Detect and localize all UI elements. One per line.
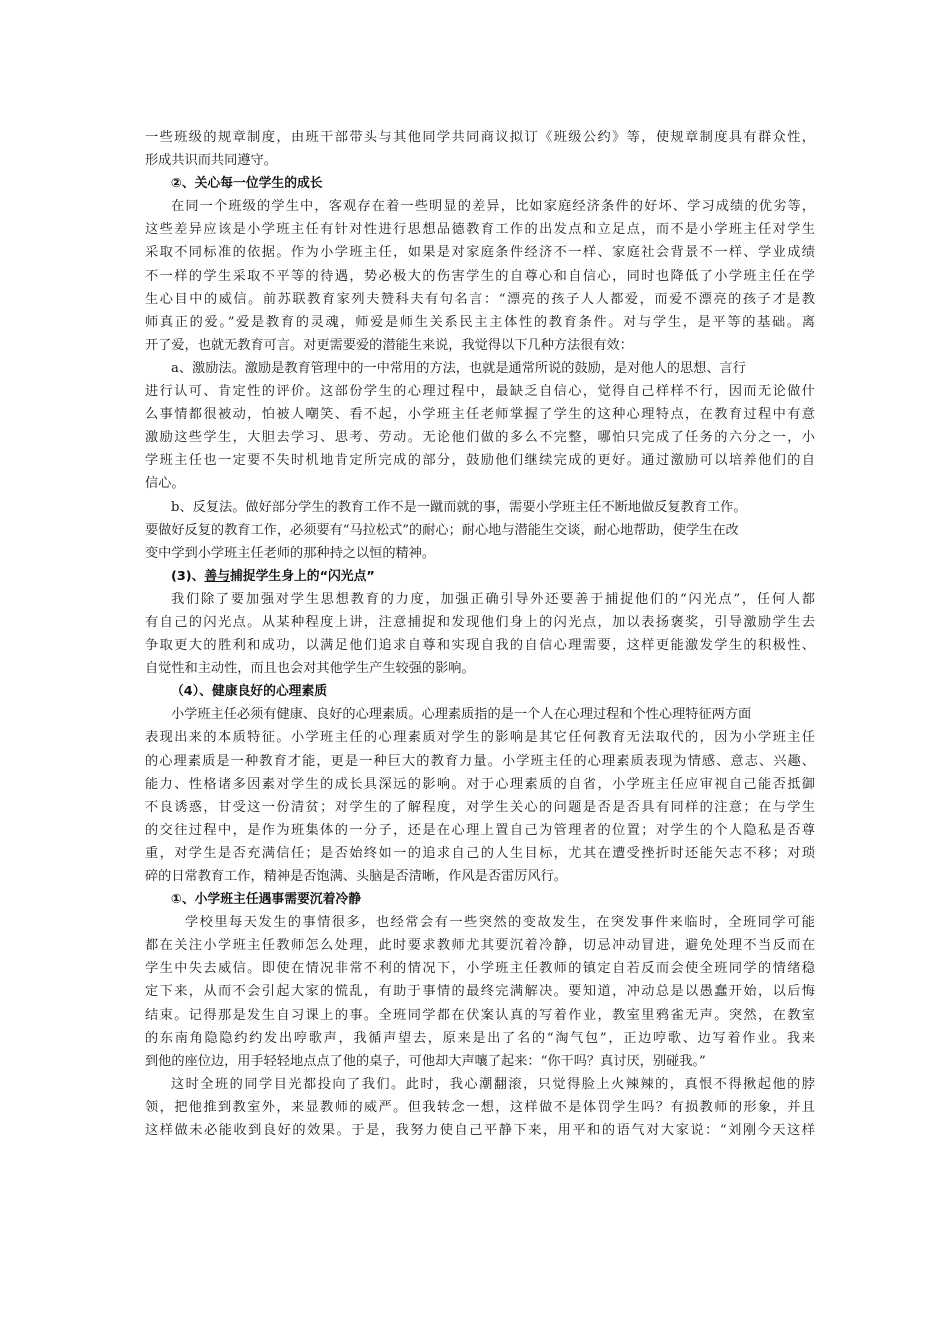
paragraph-line: 我们除了要加强对学生思想教育的力度，加强正确引导外还要善于捕捉他们的“闪光点”，任何人都 (171, 591, 815, 607)
paragraph-line: 信心。 (145, 476, 185, 492)
heading-underlined-text: 善与 (204, 568, 230, 584)
paragraph-line: 么事情都很被动，怕被人嘲笑、看不起，小学班主任老师掌握了学生的这种心理特点，在教育过程中有意 (145, 407, 815, 423)
paragraph-line: 重，对学生是否充满信任；是否始终如一的追求自己的人生目标，尤其在遭受挫折时还能矢志不移；对琐 (145, 845, 815, 861)
paragraph-line: 在同一个班级的学生中，客观存在着一些明显的差异，比如家庭经济条件的好坏、学习成绩的优劣等， (171, 199, 815, 215)
paragraph-line: 学班主任也一定要不失时机地肯定所完成的部分，鼓励他们继续完成的更好。通过激励可以培养他们的自 (145, 453, 815, 469)
paragraph-line: 师真正的爱。”爱是教育的灵魂，师爱是师生关系民主主体性的教育条件。对与学生，是平等的基础。离 (145, 314, 815, 330)
paragraph-line: a、激励法。激励是教育管理中的一中常用的方法，也就是通常所说的鼓励，是对他人的思想、言行 (171, 360, 746, 376)
section-heading (145, 680, 815, 703)
section-heading (145, 172, 815, 195)
paragraph-line: 这时全班的同学目光都投向了我们。此时，我心潮翻滚，只觉得脸上火辣辣的，真恨不得揪起他的脖 (171, 1076, 815, 1092)
paragraph-line: 要做好反复的教育工作，必须要有“马拉松式”的耐心；耐心地与潜能生交谈，耐心地帮助，使学生在改 (145, 522, 739, 538)
paragraph-line: 小学班主任必须有健康、良好的心理素质。心理素质指的是一个人在心理过程和个性心理特征两方面 (171, 707, 752, 723)
heading-prefix: (3)、 (171, 568, 205, 584)
paragraph-line: 不一样的学生采取不平等的待遇，势必极大的伤害学生的自尊心和自信心，同时也降低了小学班主任在学 (145, 268, 815, 284)
heading-text: ②、关心每一位学生的成长 (171, 176, 323, 192)
paragraph-line: 到他的座位边，用手轻轻地点点了他的桌子，可他却大声嚷了起来：“你干吗？真讨厌，别碰我。” (145, 1053, 706, 1069)
paragraph-line: 定下来，从而不会引起大家的慌乱，有助于事情的最终完满解决。要知道，冲动总是以愚蠢开始，以后悔 (145, 984, 815, 1000)
paragraph-line: 不良诱惑，甘受这一份清贫；对学生的了解程度，对学生关心的问题是否是否具有同样的注意；在与学生 (145, 799, 815, 815)
paragraph-line: 碎的日常教育工作，精神是否饱满、头脑是否清晰，作风是否雷厉风行。 (145, 869, 567, 884)
paragraph-line: 领，把他推到教室外，来显教师的威严。但我转念一想，这样做不是体罚学生吗？有损教师的形象，并且 (145, 1099, 815, 1115)
paragraph-line: 采取不同标准的依据。作为小学班主任，如果是对家庭条件经济不一样、家庭社会背景不一样、学业成绩 (145, 245, 815, 261)
paragraph-line: 变中学到小学班主任老师的那种持之以恒的精神。 (145, 545, 436, 561)
paragraph-line: 学生中失去威信。即使在情况非常不利的情况下，小学班主任教师的镇定自若反而会使全班同学的情绪稳 (145, 961, 815, 977)
paragraph-line: 这样做未必能收到良好的效果。于是，我努力使自己平静下来，用平和的语气对大家说：“刘刚今天这样 (145, 1123, 815, 1139)
paragraph-line: 有自己的闪光点。从某种程度上讲，注意捕捉和发现他们身上的闪光点，加以表扬褒奖，引导激励学生去 (145, 614, 815, 630)
paragraph-line: 生心目中的威信。前苏联教育家列夫赞科夫有句名言：“漂亮的孩子人人都爱，而爱不漂亮的孩子才是教 (145, 291, 815, 307)
paragraph-line: 的交往过程中，是作为班集体的一分子，还是在心理上置自己为管理者的位置；对学生的个人隐私是否尊 (145, 822, 815, 838)
paragraph-line: 都在关注小学班主任教师怎么处理，此时要求教师尤其要沉着冷静，切忌冲动冒进，避免处理不当反而在 (145, 938, 815, 954)
paragraph-line: 激励这些学生，大胆去学习、思考、劳动。无论他们做的多么不完整，哪怕只完成了任务的六分之一，小 (145, 430, 815, 446)
paragraph-line: 的心理素质是一种教育才能，更是一种巨大的教育力量。小学班主任的心理素质表现为情感、意志、兴趣、 (145, 753, 815, 769)
paragraph-line: 自觉性和主动性，而且也会对其他学生产生较强的影响。 (145, 661, 475, 677)
heading-text: （4）、健康良好的心理素质 (171, 684, 328, 700)
paragraph-line: 的东南角隐隐约约发出哼歌声，我循声望去，原来是出了名的“淘气包”，正边哼歌、边写着作业。我来 (145, 1030, 815, 1046)
paragraph-line: 学校里每天发生的事情很多，也经常会有一些突然的变故发生，在突发事件来临时，全班同学可能 (185, 915, 815, 931)
paragraph-line: 结束。记得那是发生自习课上的事。全班同学都在伏案认真的写着作业，教室里鸦雀无声。突然，在教室 (145, 1007, 815, 1023)
paragraph-line: 这些差异应该是小学班主任有针对性进行思想品德教育工作的出发点和立足点，而不是小学班主任对学生 (145, 222, 815, 238)
paragraph-line: 表现出来的本质特征。小学班主任的心理素质对学生的影响是其它任何教育无法取代的，因为小学班主任 (145, 730, 815, 746)
paragraph-line: 开了爱，也就无教育可言。对更需要爱的潜能生来说，我觉得以下几种方法很有效： (145, 337, 633, 353)
document-body (145, 126, 815, 1142)
paragraph-line: 形成共识而共同遵守。 (145, 153, 277, 169)
heading-text: ①、小学班主任遇事需要沉着冷静 (171, 892, 361, 908)
paragraph-line: 一些班级的规章制度，由班干部带头与其他同学共同商议拟订《班级公约》等，使规章制度具有群众性， (145, 130, 815, 145)
paragraph-line: b、反复法。做好部分学生的教育工作不是一蹴而就的事，需要小学班主任不断地做反复教育工作。 (171, 499, 747, 515)
section-heading (145, 565, 815, 588)
section-heading (145, 888, 815, 911)
paragraph-line: 进行认可、肯定性的评价。这部份学生的心理过程中，最缺乏自信心，觉得自己样样不行，因而无论做什 (145, 384, 815, 400)
heading-text: 捕捉学生身上的“闪光点” (230, 568, 375, 584)
paragraph-line: 能力、性格诸多因素对学生的成长具深远的影响。对于心理素质的自省，小学班主任应审视自己能否抵御 (145, 776, 815, 792)
paragraph-line: 争取更大的胜利和成功，以满足他们追求自尊和实现自我的自信心理需要，这样更能激发学生的积极性、 (145, 638, 815, 654)
